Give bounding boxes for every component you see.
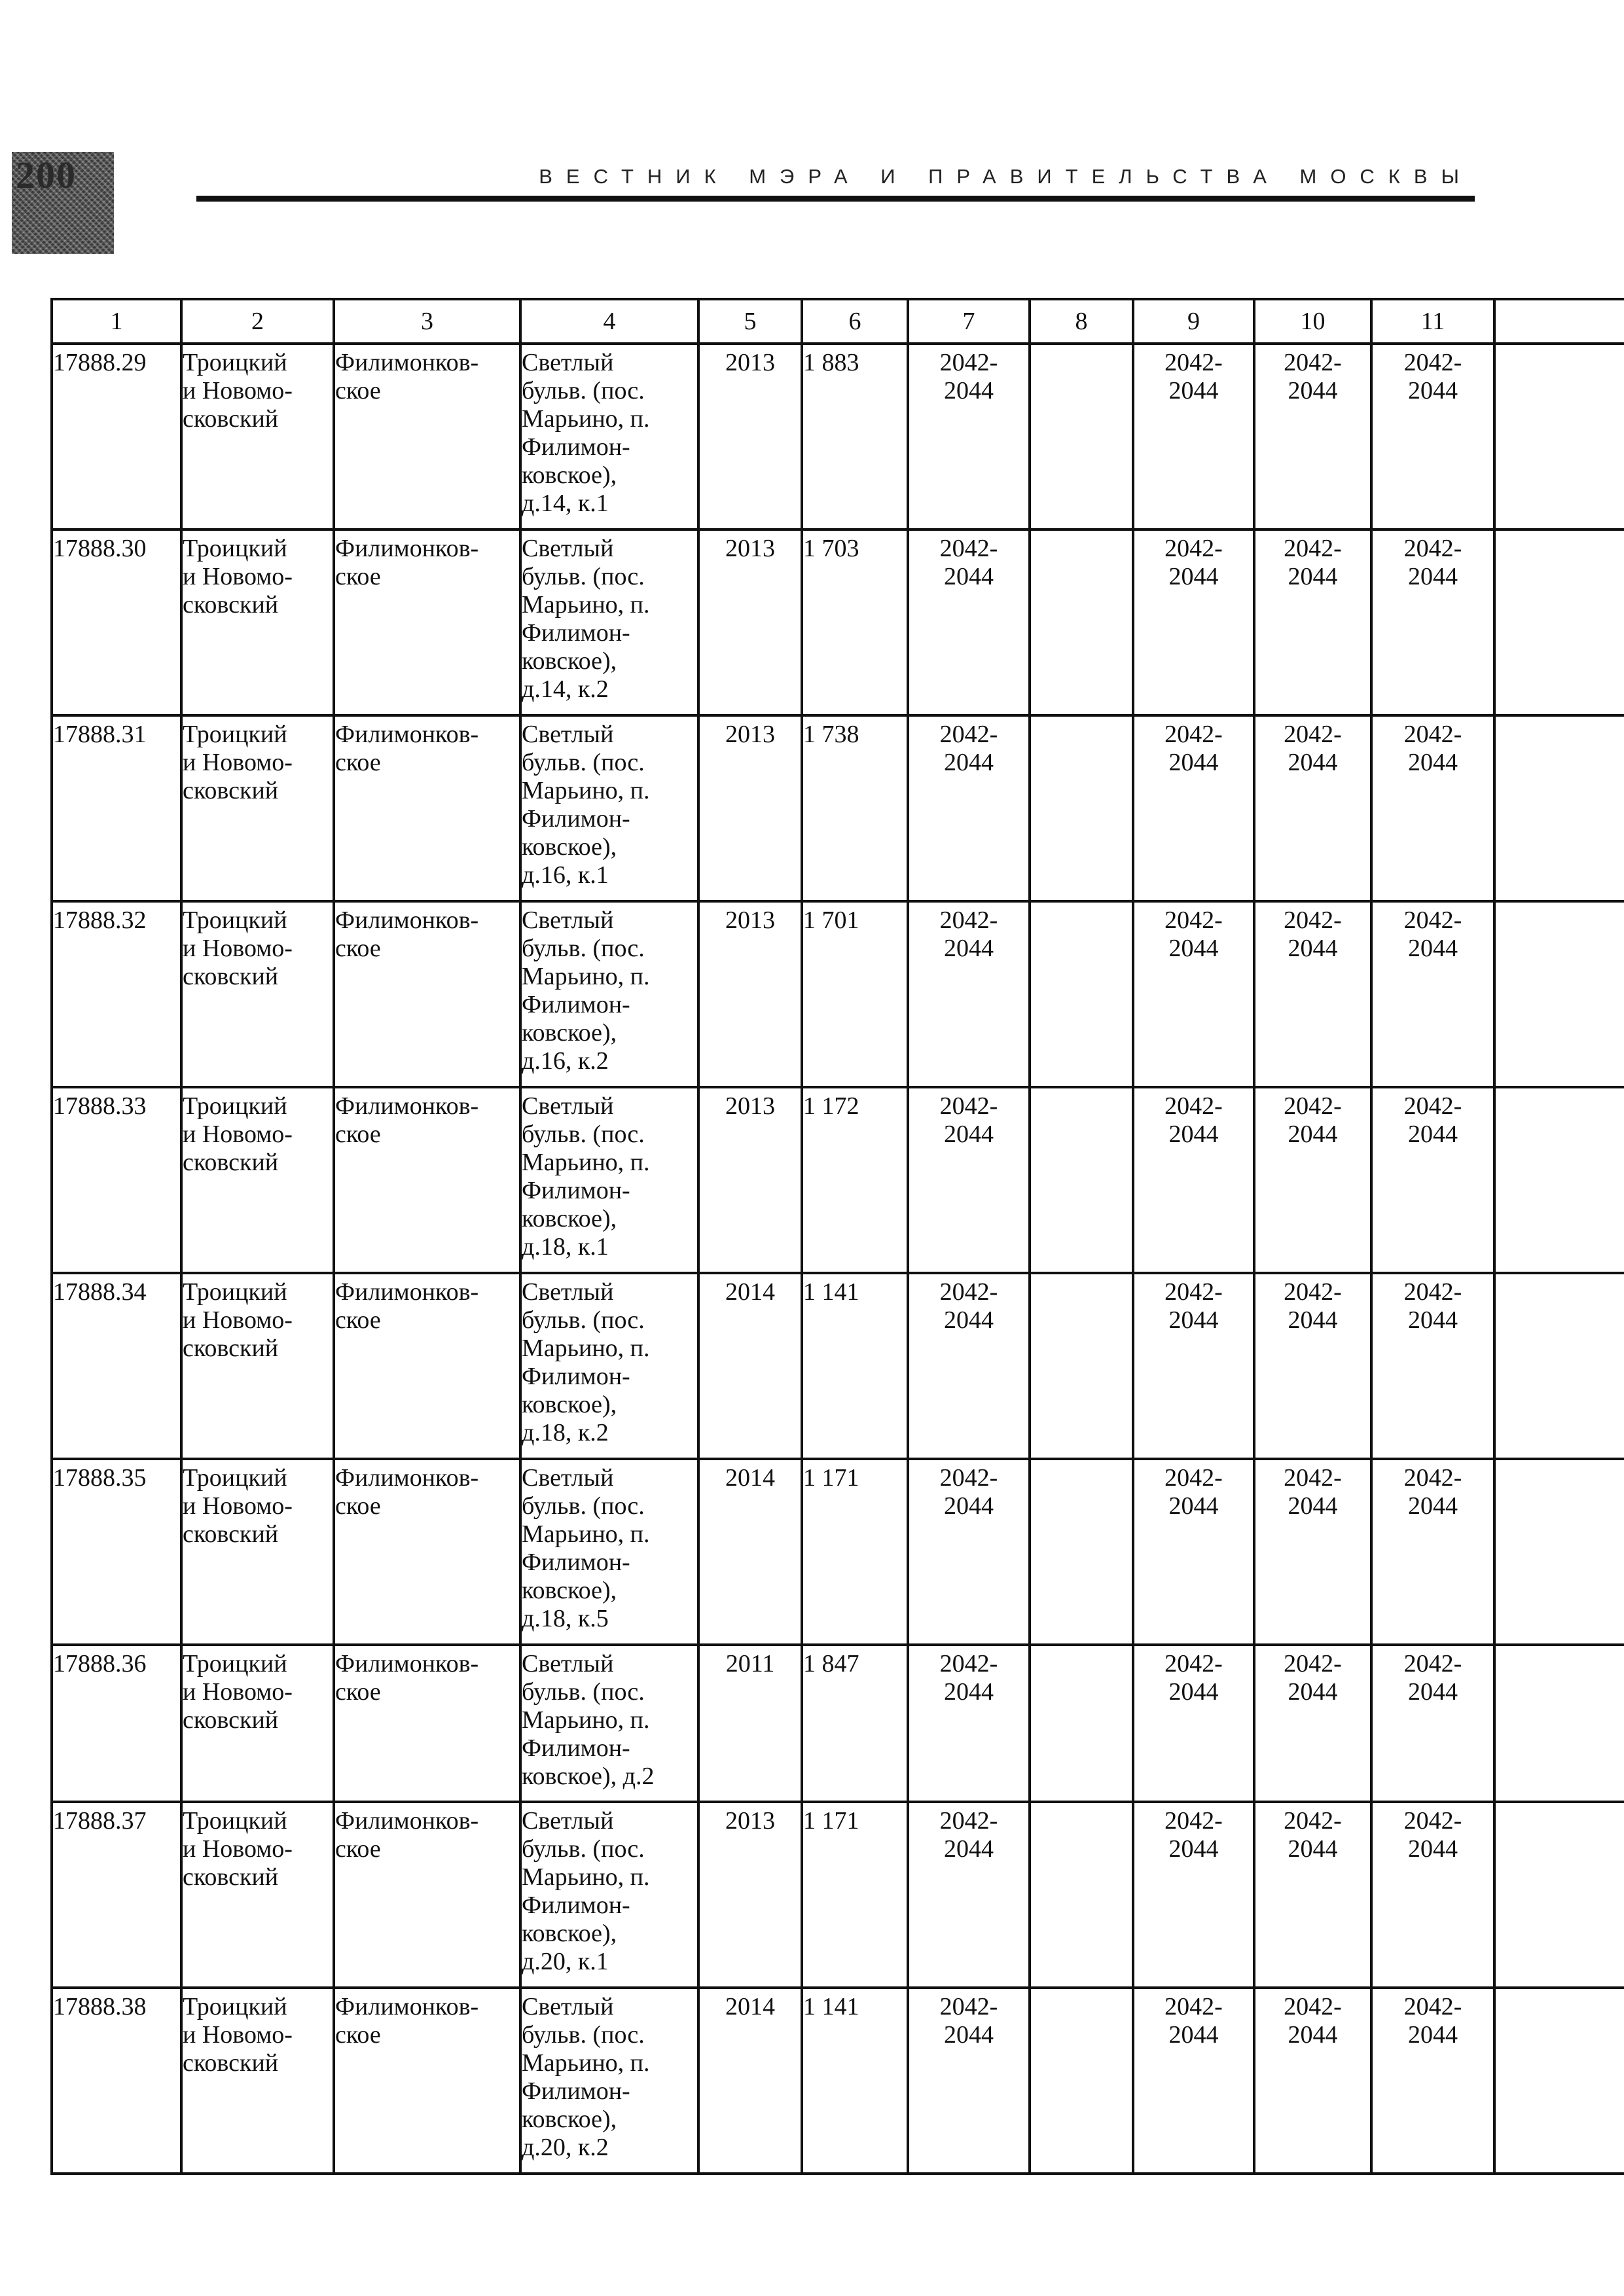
registry-table xyxy=(50,298,1624,2175)
row-id-cell: 17888.38 xyxy=(52,1988,181,2174)
column-number: 4 xyxy=(520,299,698,344)
area-cell: 1 738 xyxy=(802,715,908,901)
year-cell: 2013 xyxy=(698,901,802,1087)
okrug-cell: Троицкий и Новомо- сковский xyxy=(181,901,334,1087)
address-cell: Светлый бульв. (пос. Марьино, п. Филимон- ковское), д.18, к.1 xyxy=(520,1087,698,1273)
period-cell: 2042- 2044 xyxy=(1254,1988,1371,2174)
year-cell: 2014 xyxy=(698,1988,802,2174)
column-number: 8 xyxy=(1030,299,1133,344)
period-cell: 2042- 2044 xyxy=(1133,715,1254,901)
okrug-cell: Троицкий и Новомо- сковский xyxy=(181,1459,334,1645)
row-id-cell: 17888.34 xyxy=(52,1273,181,1459)
address-cell: Светлый бульв. (пос. Марьино, п. Филимон- ковское), д.18, к.5 xyxy=(520,1459,698,1645)
area-cell: 1 141 xyxy=(802,1273,908,1459)
area-cell: 1 703 xyxy=(802,529,908,715)
period-cell: 2042- 2044 xyxy=(1254,715,1371,901)
row-id-cell: 17888.36 xyxy=(52,1645,181,1802)
period-cell: 2042- 2044 xyxy=(908,344,1030,529)
empty-cell xyxy=(1494,715,1624,901)
empty-cell xyxy=(1494,344,1624,529)
column-number: 9 xyxy=(1133,299,1254,344)
period-cell: 2042- 2044 xyxy=(908,529,1030,715)
period-cell: 2042- 2044 xyxy=(1371,901,1494,1087)
period-cell: 2042- 2044 xyxy=(1254,1802,1371,1988)
period-cell: 2042- 2044 xyxy=(1254,901,1371,1087)
district-cell: Филимонков- ское xyxy=(334,715,520,901)
address-cell: Светлый бульв. (пос. Марьино, п. Филимон- ковское), д.2 xyxy=(520,1645,698,1802)
district-cell: Филимонков- ское xyxy=(334,344,520,529)
empty-cell xyxy=(1030,1087,1133,1273)
row-id-cell: 17888.37 xyxy=(52,1802,181,1988)
period-cell: 2042- 2044 xyxy=(1133,529,1254,715)
column-number: 6 xyxy=(802,299,908,344)
publication-title: ВЕСТНИК МЭРА И ПРАВИТЕЛЬСТВА МОСКВЫ xyxy=(539,165,1473,188)
area-cell: 1 172 xyxy=(802,1087,908,1273)
column-number: 7 xyxy=(908,299,1030,344)
column-number xyxy=(1494,299,1624,344)
period-cell: 2042- 2044 xyxy=(1133,1273,1254,1459)
district-cell: Филимонков- ское xyxy=(334,901,520,1087)
empty-cell xyxy=(1030,344,1133,529)
period-cell: 2042- 2044 xyxy=(1371,529,1494,715)
year-cell: 2014 xyxy=(698,1459,802,1645)
row-id-cell: 17888.29 xyxy=(52,344,181,529)
column-number: 1 xyxy=(52,299,181,344)
empty-cell xyxy=(1494,1645,1624,1802)
year-cell: 2013 xyxy=(698,344,802,529)
empty-cell xyxy=(1494,529,1624,715)
row-id-cell: 17888.35 xyxy=(52,1459,181,1645)
address-cell: Светлый бульв. (пос. Марьино, п. Филимон- ковское), д.20, к.2 xyxy=(520,1988,698,2174)
period-cell: 2042- 2044 xyxy=(1254,529,1371,715)
address-cell: Светлый бульв. (пос. Марьино, п. Филимон- ковское), д.14, к.1 xyxy=(520,344,698,529)
district-cell: Филимонков- ское xyxy=(334,529,520,715)
column-number: 10 xyxy=(1254,299,1371,344)
period-cell: 2042- 2044 xyxy=(908,1273,1030,1459)
column-number: 11 xyxy=(1371,299,1494,344)
table-row xyxy=(52,529,1624,715)
table-row xyxy=(52,901,1624,1087)
table-row xyxy=(52,1645,1624,1802)
period-cell: 2042- 2044 xyxy=(1371,1988,1494,2174)
period-cell: 2042- 2044 xyxy=(908,1988,1030,2174)
period-cell: 2042- 2044 xyxy=(1133,901,1254,1087)
period-cell: 2042- 2044 xyxy=(908,1645,1030,1802)
table-row xyxy=(52,1087,1624,1273)
okrug-cell: Троицкий и Новомо- сковский xyxy=(181,529,334,715)
period-cell: 2042- 2044 xyxy=(1254,1459,1371,1645)
row-id-cell: 17888.33 xyxy=(52,1087,181,1273)
empty-cell xyxy=(1030,1645,1133,1802)
year-cell: 2013 xyxy=(698,529,802,715)
okrug-cell: Троицкий и Новомо- сковский xyxy=(181,1988,334,2174)
okrug-cell: Троицкий и Новомо- сковский xyxy=(181,1273,334,1459)
year-cell: 2013 xyxy=(698,1087,802,1273)
table-row xyxy=(52,1988,1624,2174)
empty-cell xyxy=(1494,1988,1624,2174)
table-row xyxy=(52,1802,1624,1988)
period-cell: 2042- 2044 xyxy=(1254,1273,1371,1459)
period-cell: 2042- 2044 xyxy=(1371,1459,1494,1645)
period-cell: 2042- 2044 xyxy=(1371,344,1494,529)
page-number-stamp xyxy=(12,152,114,254)
year-cell: 2013 xyxy=(698,715,802,901)
period-cell: 2042- 2044 xyxy=(908,1087,1030,1273)
row-id-cell: 17888.30 xyxy=(52,529,181,715)
period-cell: 2042- 2044 xyxy=(1371,1802,1494,1988)
address-cell: Светлый бульв. (пос. Марьино, п. Филимон- ковское), д.16, к.2 xyxy=(520,901,698,1087)
empty-cell xyxy=(1494,1802,1624,1988)
area-cell: 1 171 xyxy=(802,1802,908,1988)
empty-cell xyxy=(1030,1988,1133,2174)
okrug-cell: Троицкий и Новомо- сковский xyxy=(181,1802,334,1988)
period-cell: 2042- 2044 xyxy=(1254,344,1371,529)
period-cell: 2042- 2044 xyxy=(1254,1645,1371,1802)
period-cell: 2042- 2044 xyxy=(1133,344,1254,529)
district-cell: Филимонков- ское xyxy=(334,1273,520,1459)
address-cell: Светлый бульв. (пос. Марьино, п. Филимон- ковское), д.16, к.1 xyxy=(520,715,698,901)
table-row xyxy=(52,344,1624,529)
period-cell: 2042- 2044 xyxy=(1371,1273,1494,1459)
district-cell: Филимонков- ское xyxy=(334,1459,520,1645)
period-cell: 2042- 2044 xyxy=(1133,1802,1254,1988)
page-number: 200 xyxy=(16,154,77,196)
okrug-cell: Троицкий и Новомо- сковский xyxy=(181,1645,334,1802)
empty-cell xyxy=(1030,715,1133,901)
column-number: 3 xyxy=(334,299,520,344)
period-cell: 2042- 2044 xyxy=(1133,1087,1254,1273)
empty-cell xyxy=(1030,901,1133,1087)
period-cell: 2042- 2044 xyxy=(1133,1459,1254,1645)
period-cell: 2042- 2044 xyxy=(908,1459,1030,1645)
period-cell: 2042- 2044 xyxy=(1371,715,1494,901)
district-cell: Филимонков- ское xyxy=(334,1645,520,1802)
area-cell: 1 171 xyxy=(802,1459,908,1645)
address-cell: Светлый бульв. (пос. Марьино, п. Филимон- ковское), д.18, к.2 xyxy=(520,1273,698,1459)
period-cell: 2042- 2044 xyxy=(1133,1645,1254,1802)
table-row xyxy=(52,1273,1624,1459)
area-cell: 1 883 xyxy=(802,344,908,529)
year-cell: 2011 xyxy=(698,1645,802,1802)
empty-cell xyxy=(1494,1273,1624,1459)
table-row xyxy=(52,715,1624,901)
address-cell: Светлый бульв. (пос. Марьино, п. Филимон- ковское), д.20, к.1 xyxy=(520,1802,698,1988)
period-cell: 2042- 2044 xyxy=(908,1802,1030,1988)
empty-cell xyxy=(1030,1802,1133,1988)
year-cell: 2014 xyxy=(698,1273,802,1459)
okrug-cell: Троицкий и Новомо- сковский xyxy=(181,715,334,901)
empty-cell xyxy=(1030,1459,1133,1645)
okrug-cell: Троицкий и Новомо- сковский xyxy=(181,344,334,529)
period-cell: 2042- 2044 xyxy=(1133,1988,1254,2174)
empty-cell xyxy=(1030,1273,1133,1459)
period-cell: 2042- 2044 xyxy=(1371,1645,1494,1802)
period-cell: 2042- 2044 xyxy=(908,901,1030,1087)
year-cell: 2013 xyxy=(698,1802,802,1988)
okrug-cell: Троицкий и Новомо- сковский xyxy=(181,1087,334,1273)
empty-cell xyxy=(1494,1459,1624,1645)
column-number: 5 xyxy=(698,299,802,344)
address-cell: Светлый бульв. (пос. Марьино, п. Филимон- ковское), д.14, к.2 xyxy=(520,529,698,715)
district-cell: Филимонков- ское xyxy=(334,1988,520,2174)
district-cell: Филимонков- ское xyxy=(334,1802,520,1988)
area-cell: 1 847 xyxy=(802,1645,908,1802)
area-cell: 1 701 xyxy=(802,901,908,1087)
empty-cell xyxy=(1030,529,1133,715)
area-cell: 1 141 xyxy=(802,1988,908,2174)
column-number: 2 xyxy=(181,299,334,344)
table-row xyxy=(52,1459,1624,1645)
row-id-cell: 17888.32 xyxy=(52,901,181,1087)
empty-cell xyxy=(1494,1087,1624,1273)
column-number-row xyxy=(52,299,1624,344)
period-cell: 2042- 2044 xyxy=(1371,1087,1494,1273)
empty-cell xyxy=(1494,901,1624,1087)
row-id-cell: 17888.31 xyxy=(52,715,181,901)
period-cell: 2042- 2044 xyxy=(1254,1087,1371,1273)
district-cell: Филимонков- ское xyxy=(334,1087,520,1273)
period-cell: 2042- 2044 xyxy=(908,715,1030,901)
header-rule xyxy=(196,196,1475,202)
